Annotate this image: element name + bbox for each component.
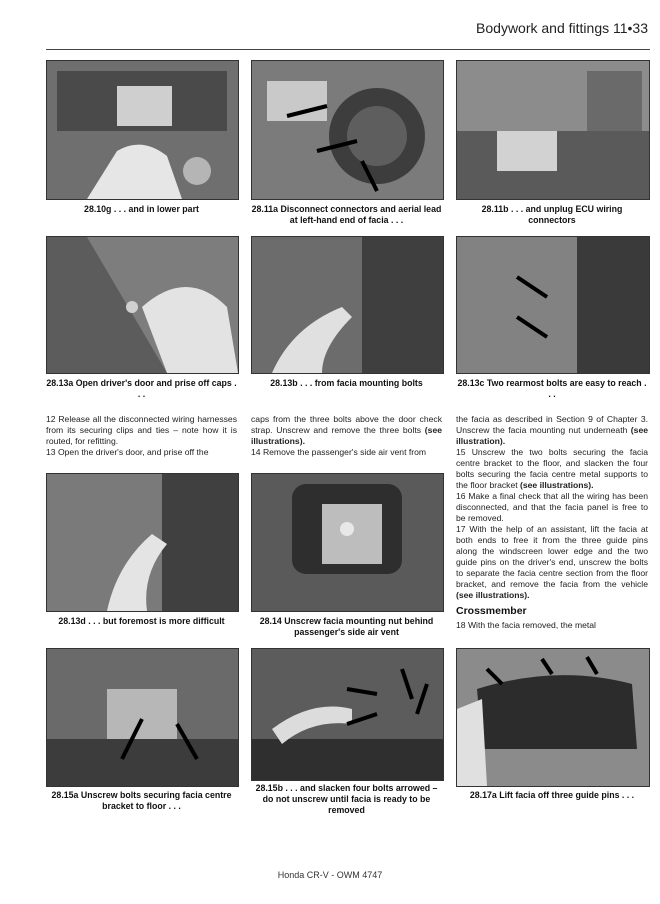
page-title: Bodywork and fittings 11•33 — [476, 20, 648, 36]
photo-28-13d — [46, 473, 239, 612]
caption-28-15a: 28.15a Unscrew bolts securing facia centre bracket to floor . . . — [51, 790, 232, 811]
see-illustrations-ref: (see illustrations). — [251, 425, 442, 446]
body-column-1 — [46, 414, 237, 458]
paragraph-15: 15 Unscrew the two bolts securing the facia centre bracket to the floor, and slacken the four bolts securing the facia centre metal supports to the floor bracket — [456, 447, 648, 490]
paragraph-16: 16 Make a final check that all the wiring has been disconnected, and that the facia panel is free to be removed. — [456, 491, 648, 523]
photo-28-13a — [46, 236, 239, 374]
caption-28-10g: 28.10g . . . and in lower part — [84, 204, 199, 214]
photo-28-11b — [456, 60, 650, 200]
caption-28-13d: 28.13d . . . but foremost is more difficult — [58, 616, 225, 626]
photo-28-10g — [46, 60, 239, 200]
caption-28-13b: 28.13b . . . from facia mounting bolts — [270, 378, 423, 388]
see-illustration-ref: (see illustration). — [456, 425, 648, 446]
photo-28-17a — [456, 648, 650, 787]
photo-28-13b — [251, 236, 444, 374]
caption-28-13a: 28.13a Open driver's door and prise off caps . . . — [46, 378, 237, 399]
page-footer: Honda CR-V - OWM 4747 — [277, 870, 383, 880]
photo-28-14 — [251, 473, 444, 612]
paragraph-18: 18 With the facia removed, the metal — [456, 620, 596, 630]
section-heading-crossmember: Crossmember — [456, 605, 527, 617]
photo-28-11a — [251, 60, 444, 200]
photo-28-15a — [46, 648, 239, 787]
caption-28-14: 28.14 Unscrew facia mounting nut behind passenger's side air vent — [259, 616, 434, 637]
caption-28-13c: 28.13c Two rearmost bolts are easy to reach . . . — [457, 378, 647, 399]
see-illustrations-ref-2: (see illustrations). — [520, 480, 594, 490]
page-header — [0, 0, 660, 50]
caption-28-11a: 28.11a Disconnect connectors and aerial lead at left-hand end of facia . . . — [251, 204, 442, 225]
header-rule — [46, 49, 650, 50]
caption-28-17a: 28.17a Lift facia off three guide pins . . . — [469, 790, 635, 800]
photo-28-15b — [251, 648, 444, 781]
paragraph-13-cont: caps from the three bolts above the door check strap. Unscrew and remove the three bolts — [251, 414, 442, 435]
caption-28-15b: 28.15b . . . and slacken four bolts arrowed – do not unscrew until facia is ready to be removed — [255, 783, 438, 815]
see-illustrations-ref-3: (see illustrations). — [456, 590, 530, 600]
paragraph-14-cont: the facia as described in Section 9 of Chapter 3. Unscrew the facia mounting nut underneath — [456, 414, 648, 435]
body-column-2 — [251, 414, 442, 458]
paragraph-12: 12 Release all the disconnected wiring harnesses from its securing clips and ties – note how it is routed, for refitting. — [46, 414, 237, 446]
caption-28-11b: 28.11b . . . and unplug ECU wiring connectors — [481, 204, 623, 225]
paragraph-17: 17 With the help of an assistant, lift the facia at both ends to free it from the three guide pins along the windscreen lower edge and the two guide pins on the driver's end, unscrew the bolts to separate the facia centre section from the floor bracket, and remove the facia from the vehicle — [456, 524, 648, 589]
photo-28-13c — [456, 236, 650, 374]
paragraph-14-start: 14 Remove the passenger's side air vent from — [251, 447, 427, 457]
body-column-3 — [456, 414, 648, 601]
paragraph-13-start: 13 Open the driver's door, and prise off the — [46, 447, 209, 457]
